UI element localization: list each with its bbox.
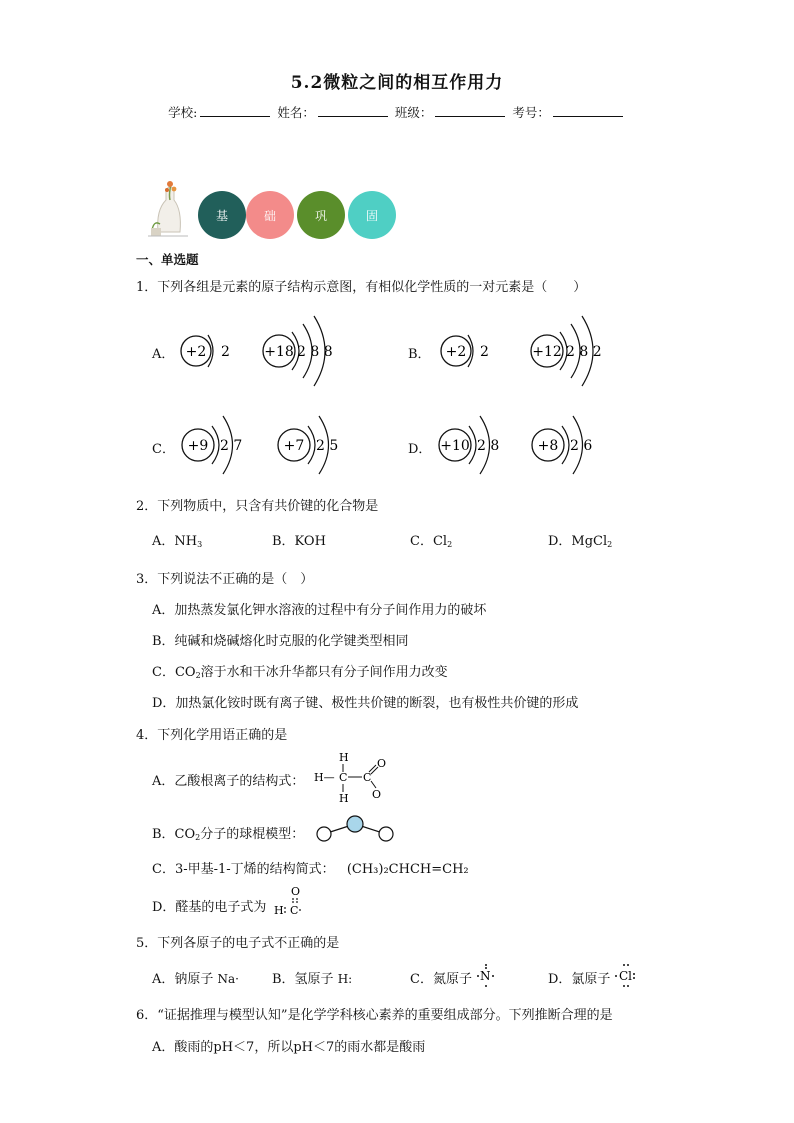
q4-option-a[interactable]: A．乙酸根离子的结构式： xyxy=(152,774,305,789)
q5-option-b[interactable]: B．氢原子 H: xyxy=(272,972,353,987)
q6-stem: 6．“证据推理与模型认知”是化学学科核心素养的重要组成部分。下列推断合理的是 xyxy=(136,1008,613,1023)
q3-stem: 3．下列说法不正确的是（ ） xyxy=(136,572,314,587)
name-blank[interactable] xyxy=(318,104,388,117)
badge-ji: 基 xyxy=(198,191,246,239)
c2-shells: 2 5 xyxy=(316,438,339,454)
page-title: 5.2微粒之间的相互作用力 xyxy=(290,73,504,93)
svg-text:Cl: Cl xyxy=(619,969,633,983)
q2-stem: 2．下列物质中，只含有共价键的化合物是 xyxy=(136,499,379,514)
b1-shells: 2 xyxy=(480,344,489,360)
b2-nucleus: +12 xyxy=(532,344,562,360)
badge-gu: 固 xyxy=(348,191,396,239)
atom-diagram-c1 xyxy=(182,416,242,474)
d1-shells: 2 8 xyxy=(477,438,500,454)
q5-stem: 5．下列各原子的电子式不正确的是 xyxy=(136,936,340,951)
school-label: 学校: xyxy=(168,105,198,120)
svg-text:H: H xyxy=(339,751,349,764)
b1-nucleus: +2 xyxy=(445,344,467,360)
section-title: 一、单选题 xyxy=(136,252,199,267)
q1-stem: 1．下列各组是元素的原子结构示意图，有相似化学性质的一对元素是（ ） xyxy=(136,280,587,295)
c1-shells: 2 7 xyxy=(220,438,243,454)
atom-diagram-b2 xyxy=(531,316,602,386)
svg-text:N: N xyxy=(480,969,491,983)
svg-text:O: O xyxy=(291,885,301,898)
aldehyde-electron-formula xyxy=(274,884,308,918)
q4-stem: 4．下列化学用语正确的是 xyxy=(136,728,288,743)
svg-text:H: H xyxy=(339,792,349,805)
c2-nucleus: +7 xyxy=(283,438,305,454)
c1-nucleus: +9 xyxy=(187,438,209,454)
q1-option-c-label[interactable]: C． xyxy=(152,442,175,457)
svg-text:H—: H— xyxy=(314,771,335,784)
q3-option-b[interactable]: B．纯碱和烧碱熔化时克服的化学键类型相同 xyxy=(152,634,409,649)
class-label: 班级： xyxy=(394,105,433,120)
badge-gong: 巩 xyxy=(297,191,345,239)
atom-diagram-d1 xyxy=(439,416,499,474)
plant-vase-icon xyxy=(148,180,192,242)
chlorine-electron-dots xyxy=(614,962,638,990)
q3-option-a[interactable]: A．加热蒸发氯化钾水溶液的过程中有分子间作用力的破坏 xyxy=(152,603,487,618)
q1-option-d-label[interactable]: D． xyxy=(408,442,432,457)
q5-option-c[interactable]: C．氮原子 xyxy=(410,972,472,987)
student-info-line xyxy=(0,103,794,121)
a1-shells: 2 xyxy=(221,344,230,360)
atom-diagram-a2 xyxy=(263,316,333,386)
atom-diagram-b1 xyxy=(441,335,489,367)
q1-atom-diagrams xyxy=(0,300,794,480)
svg-text:C: C xyxy=(290,904,299,917)
exam-number-label: 考号： xyxy=(512,105,550,120)
svg-text:C: C xyxy=(339,771,348,784)
nitrogen-electron-dots xyxy=(476,962,496,990)
svg-text:H: H xyxy=(274,904,284,917)
atom-diagram-a1 xyxy=(181,335,230,367)
a1-nucleus: +2 xyxy=(185,344,207,360)
badge-chu: 础 xyxy=(246,191,294,239)
exam-number-blank[interactable] xyxy=(553,104,623,117)
a2-shells: 2 8 8 xyxy=(297,344,333,360)
class-blank[interactable] xyxy=(435,104,505,117)
q4-option-c[interactable]: C．3-甲基-1-丁烯的结构简式： (CH₃)₂CHCH=CH₂ xyxy=(152,862,469,877)
svg-text:C: C xyxy=(363,771,372,784)
a2-nucleus: +18 xyxy=(264,344,294,360)
svg-text:O: O xyxy=(377,757,387,770)
q2-option-c[interactable]: C．$Cl_2$ xyxy=(410,534,453,549)
q3-option-d[interactable]: D．加热氯化铵时既有离子键、极性共价键的断裂，也有极性共价键的形成 xyxy=(152,696,579,711)
atom-diagram-c2 xyxy=(278,416,338,474)
q2-option-a[interactable]: A．$NH_3$ xyxy=(152,534,203,549)
b2-shells: 2 8 2 xyxy=(566,344,602,360)
name-label: 姓名： xyxy=(277,105,315,120)
q4-option-b[interactable]: B．$CO_2$分子的球棍模型： xyxy=(152,827,305,842)
acetate-structure-diagram xyxy=(314,750,394,806)
q2-option-d[interactable]: D．MgCl$_2$ xyxy=(548,534,613,549)
q3-option-c[interactable]: C．$CO_2$溶于水和干冰升华都只有分子间作用力改变 xyxy=(152,665,448,680)
q1-option-b-label[interactable]: B． xyxy=(408,347,431,362)
d2-nucleus: +8 xyxy=(537,438,559,454)
q6-option-a[interactable]: A．酸雨的pH＜7，所以pH＜7的雨水都是酸雨 xyxy=(152,1040,426,1055)
q5-option-a[interactable]: A．钠原子 Na· xyxy=(152,972,239,987)
school-blank[interactable] xyxy=(200,104,270,117)
q1-option-a-label[interactable]: A． xyxy=(152,347,175,362)
q4-option-d[interactable]: D．醛基的电子式为 xyxy=(152,900,267,915)
q5-option-d[interactable]: D．氯原子 xyxy=(548,972,611,987)
d2-shells: 2 6 xyxy=(570,438,593,454)
q2-option-b[interactable]: B．KOH xyxy=(272,534,326,549)
atom-diagram-d2 xyxy=(532,416,592,474)
co2-ball-stick-model xyxy=(312,814,398,846)
d1-nucleus: +10 xyxy=(440,438,470,454)
svg-text:O: O xyxy=(372,788,382,801)
